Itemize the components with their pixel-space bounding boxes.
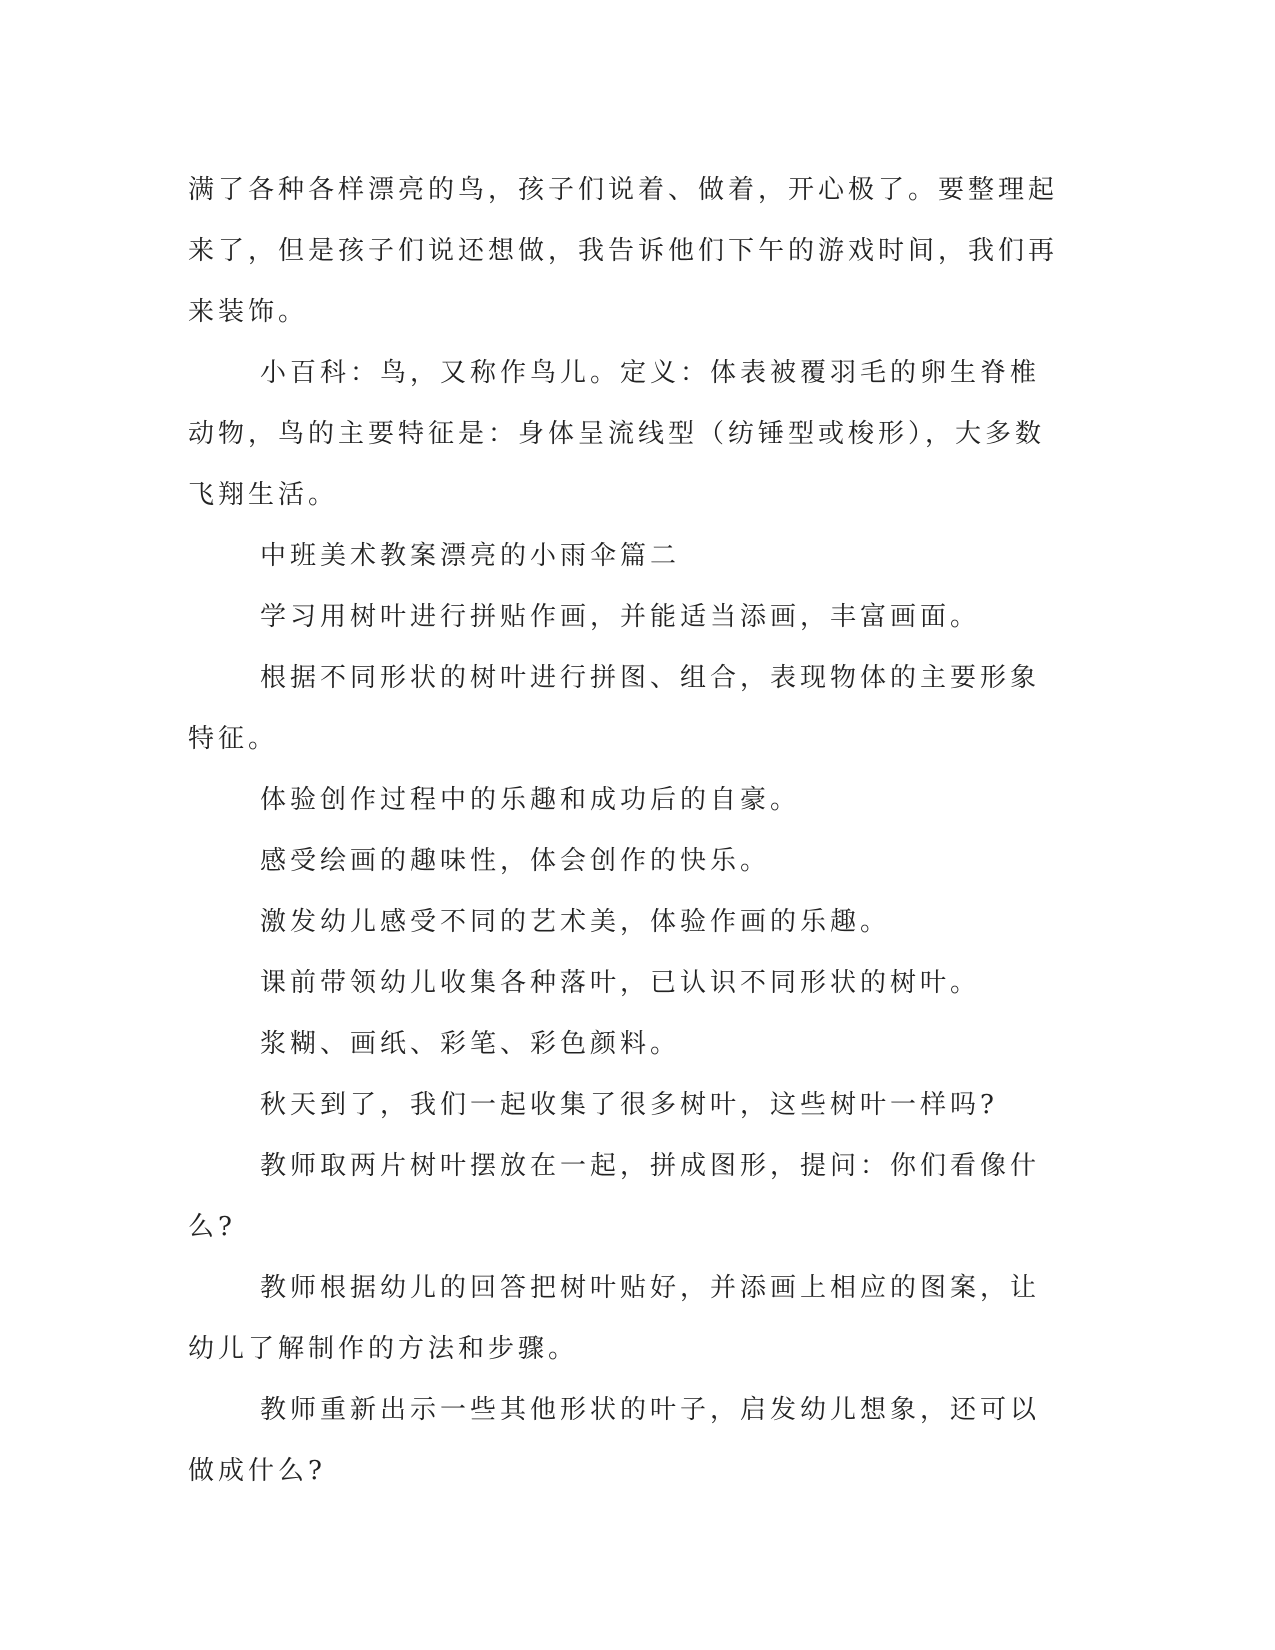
paragraph-13: 教师根据幼儿的回答把树叶贴好，并添画上相应的图案，让幼儿了解制作的方法和步骤。 <box>188 1273 1041 1364</box>
paragraph-10: 浆糊、画纸、彩笔、彩色颜料。 <box>260 1029 681 1059</box>
paragraph-12: 教师取两片树叶摆放在一起，拼成图形，提问：你们看像什么? <box>188 1151 1041 1242</box>
paragraph-8: 激发幼儿感受不同的艺术美，体验作画的乐趣。 <box>260 907 891 937</box>
paragraph-9: 课前带领幼儿收集各种落叶，已认识不同形状的树叶。 <box>260 968 981 998</box>
paragraph-14: 教师重新出示一些其他形状的叶子，启发幼儿想象，还可以做成什么? <box>188 1395 1041 1486</box>
paragraph-7: 感受绘画的趣味性，体会创作的快乐。 <box>260 846 771 876</box>
paragraph-11: 秋天到了，我们一起收集了很多树叶，这些树叶一样吗? <box>260 1090 998 1120</box>
paragraph-5: 根据不同形状的树叶进行拼图、组合，表现物体的主要形象特征。 <box>188 663 1041 754</box>
paragraph-1: 满了各种各样漂亮的鸟，孩子们说着、做着，开心极了。要整理起来了，但是孩子们说还想做，我告诉他们下午的游戏时间，我们再来装饰。 <box>188 175 1059 327</box>
section-heading: 中班美术教案漂亮的小雨伞篇二 <box>260 541 681 571</box>
paragraph-2: 小百科：鸟，又称作鸟儿。定义：体表被覆羽毛的卵生脊椎动物，鸟的主要特征是：身体呈流线型（纺锤型或梭形），大多数飞翔生活。 <box>188 358 1046 510</box>
document-body <box>188 160 1068 1502</box>
paragraph-4: 学习用树叶进行拼贴作画，并能适当添画，丰富画面。 <box>260 602 981 632</box>
paragraph-6: 体验创作过程中的乐趣和成功后的自豪。 <box>260 785 801 815</box>
